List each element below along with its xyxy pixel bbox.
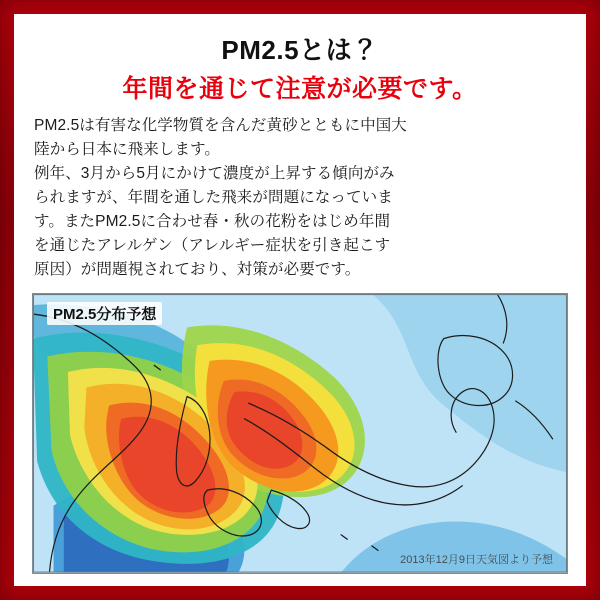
body-line: を通じたアレルゲン（アレルギー症状を引き起こす (34, 237, 391, 255)
body-line: す。またPM2.5に合わせ春・秋の花粉をはじめ年間 (34, 213, 391, 231)
body-line: られますが、年間を通した飛来が問題になっていま (34, 189, 393, 207)
body-copy (34, 115, 566, 283)
page-subtitle: 年間を通じて注意が必要です。 (122, 74, 478, 103)
body-line: PM2.5は有害な化学物質を含んだ黄砂とともに中国大 (34, 117, 407, 135)
poster-card (14, 14, 586, 586)
pm25-distribution-map (32, 293, 568, 574)
map-title-label: PM2.5分布予想 (47, 302, 162, 325)
body-line: 原因）が問題視されており、対策が必要です。 (34, 261, 361, 279)
body-line: 陸から日本に飛来します。 (34, 141, 220, 159)
page-title: PM2.5とは？ (221, 35, 379, 65)
body-line: 例年、3月から5月にかけて濃度が上昇する傾向がみ (34, 165, 395, 183)
map-credit-label: 2013年12月9日天気図より予想 (400, 554, 553, 566)
map-graphic (33, 294, 567, 573)
